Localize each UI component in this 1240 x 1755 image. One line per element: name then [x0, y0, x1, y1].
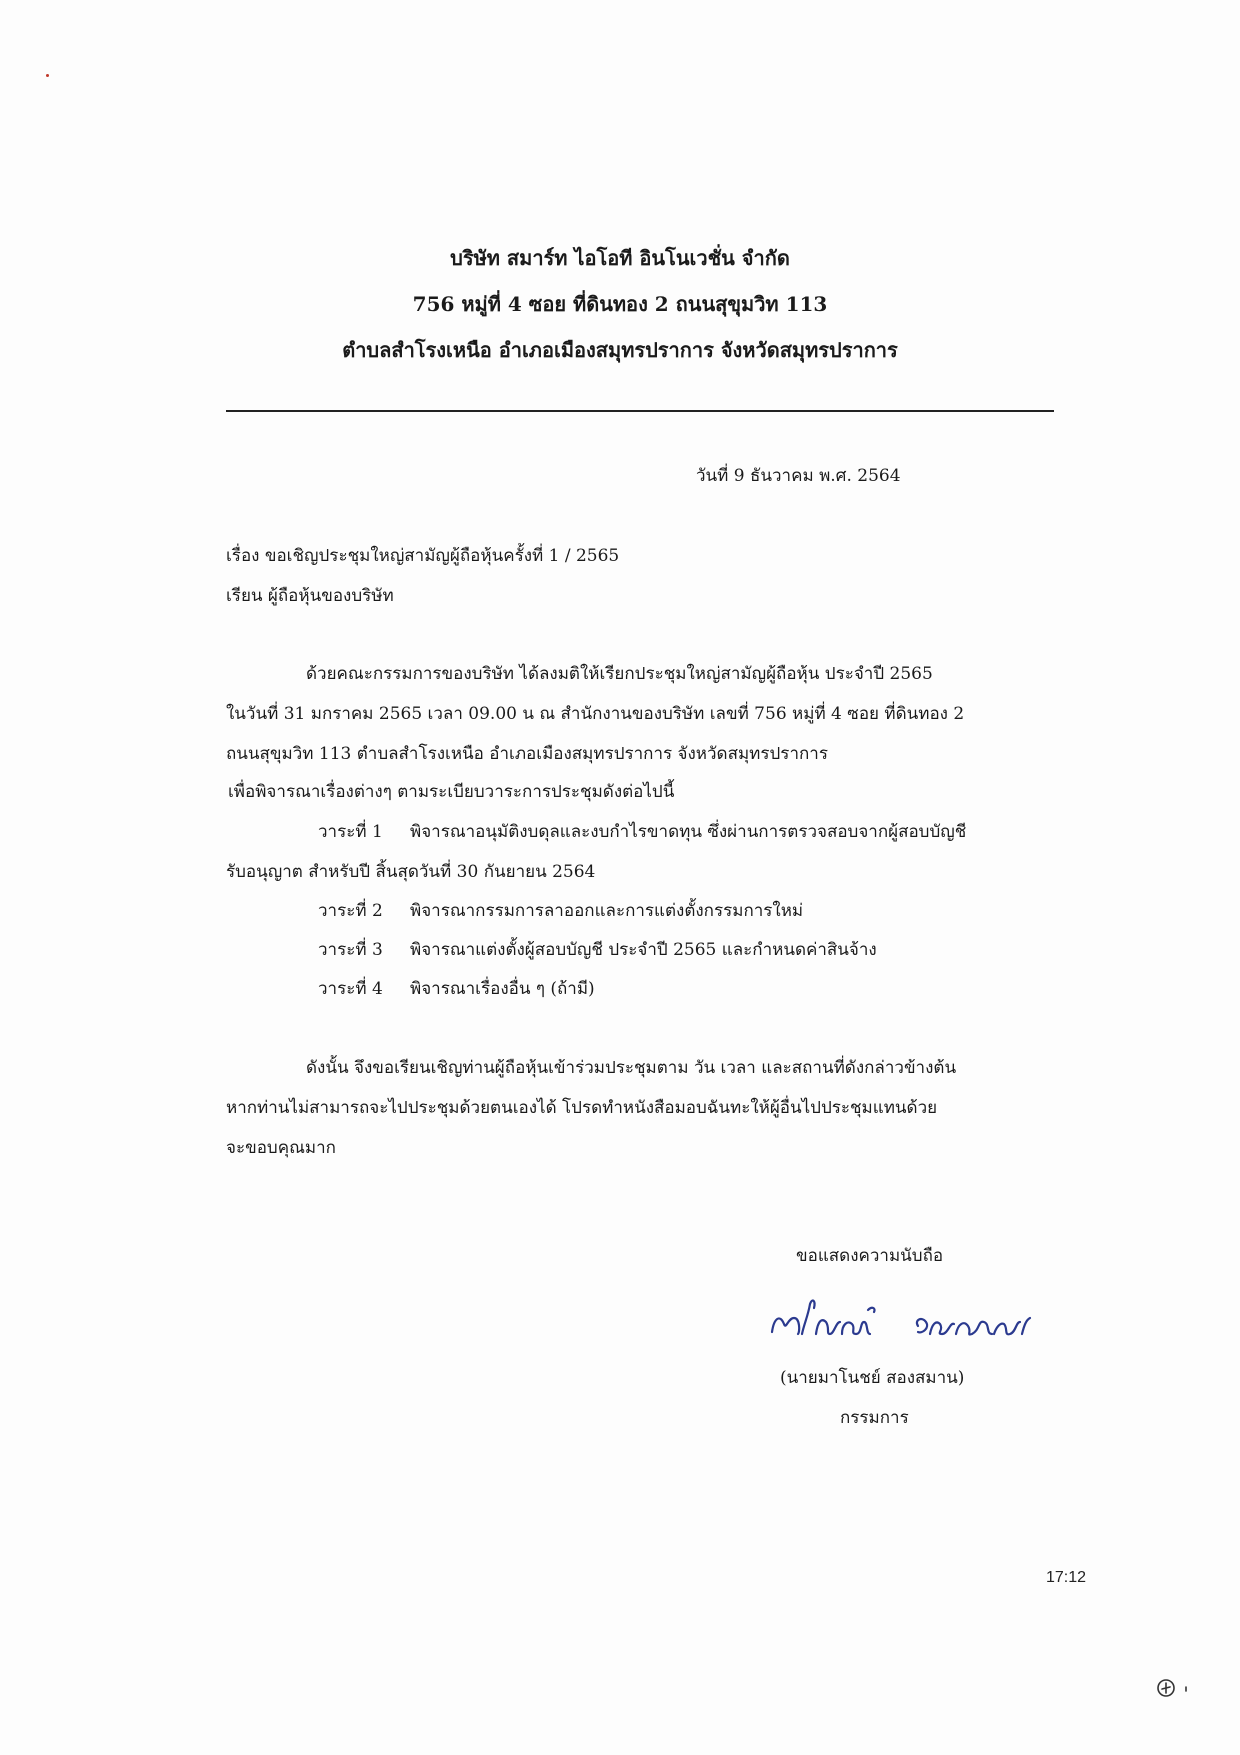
body-paragraph-1-line-1: ด้วยคณะกรรมการของบริษัท ได้ลงมติให้เรียกประชุมใหญ่สามัญผู้ถือหุ้น ประจำปี 2565: [306, 664, 933, 684]
signatory-title: กรรมการ: [840, 1408, 909, 1428]
agenda-item-1-label: วาระที่ 1: [318, 822, 383, 842]
agenda-item-4-label: วาระที่ 4: [318, 979, 383, 999]
body-paragraph-2-line-3: จะขอบคุณมาก: [226, 1138, 336, 1158]
scan-speck: [46, 74, 49, 77]
letter-date: วันที่ 9 ธันวาคม พ.ศ. 2564: [696, 466, 901, 486]
company-name: บริษัท สมาร์ท ไอโอที อินโนเวชั่น จำกัด: [450, 246, 790, 270]
handwritten-signature: [768, 1288, 1038, 1352]
agenda-item-4-text: พิจารณาเรื่องอื่น ๆ (ถ้ามี): [410, 979, 595, 999]
footer-timestamp: 17:12: [1046, 1569, 1087, 1586]
agenda-item-1-continuation: รับอนุญาต สำหรับปี สิ้นสุดวันที่ 30 กันยายน 2564: [226, 862, 596, 882]
body-paragraph-1-line-2: ในวันที่ 31 มกราคม 2565 เวลา 09.00 น ณ สำนักงานของบริษัท เลขที่ 756 หมู่ที่ 4 ซอย ที่ดินทอง 2: [226, 704, 965, 724]
header-divider: [226, 410, 1054, 412]
address-line-2: ตำบลสำโรงเหนือ อำเภอเมืองสมุทรปราการ จังหวัดสมุทรปราการ: [342, 338, 898, 362]
handwritten-initial-mark: [1154, 1673, 1194, 1703]
agenda-item-1-text: พิจารณาอนุมัติงบดุลและงบกำไรขาดทุน ซึ่งผ่านการตรวจสอบจากผู้สอบบัญชี: [410, 822, 967, 842]
agenda-item-2-text: พิจารณากรรมการลาออกและการแต่งตั้งกรรมการใหม่: [410, 901, 804, 921]
closing-regards: ขอแสดงความนับถือ: [796, 1246, 944, 1266]
agenda-item-2-label: วาระที่ 2: [318, 901, 383, 921]
letter-recipient: เรียน ผู้ถือหุ้นของบริษัท: [226, 586, 394, 606]
address-line-1: 756 หมู่ที่ 4 ซอย ที่ดินทอง 2 ถนนสุขุมวิท 113: [412, 292, 828, 316]
letter-subject: เรื่อง ขอเชิญประชุมใหญ่สามัญผู้ถือหุ้นครั้งที่ 1 / 2565: [226, 546, 620, 566]
agenda-item-3-text: พิจารณาแต่งตั้งผู้สอบบัญชี ประจำปี 2565 และกำหนดค่าสินจ้าง: [410, 940, 877, 960]
body-paragraph-1-line-4: เพื่อพิจารณาเรื่องต่างๆ ตามระเบียบวาระการประชุมดังต่อไปนี้: [228, 782, 675, 802]
body-paragraph-1-line-3: ถนนสุขุมวิท 113 ตำบลสำโรงเหนือ อำเภอเมืองสมุทรปราการ จังหวัดสมุทรปราการ: [226, 744, 828, 764]
body-paragraph-2-line-2: หากท่านไม่สามารถจะไปประชุมด้วยตนเองได้ โปรดทำหนังสือมอบฉันทะให้ผู้อื่นไปประชุมแทนด้วย: [226, 1098, 938, 1118]
agenda-item-3-label: วาระที่ 3: [318, 940, 383, 960]
signatory-name: (นายมาโนชย์ สองสมาน): [780, 1368, 965, 1388]
body-paragraph-2-line-1: ดังนั้น จึงขอเรียนเชิญท่านผู้ถือหุ้นเข้าร่วมประชุมตาม วัน เวลา และสถานที่ดังกล่าวข้างต้น: [306, 1058, 957, 1078]
